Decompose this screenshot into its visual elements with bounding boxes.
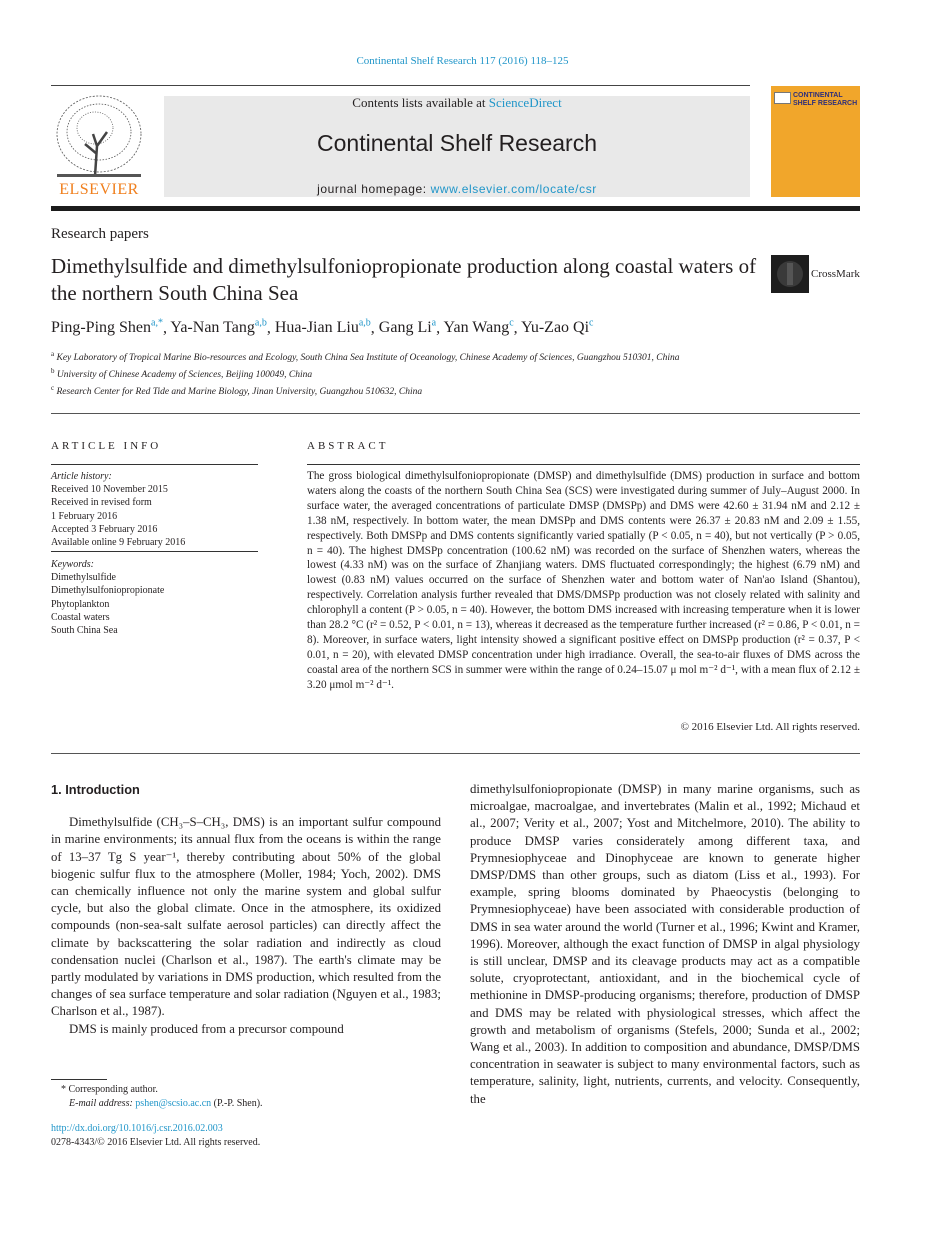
- author[interactable]: Yan Wang$^c$: [443, 318, 514, 337]
- doi-block: [51, 1122, 260, 1150]
- journal-cover[interactable]: [771, 86, 860, 197]
- header-rule: [51, 85, 750, 86]
- crossmark-icon: [771, 255, 809, 293]
- history-label: Article history:: [51, 471, 112, 482]
- header-thick-rule: [51, 206, 860, 211]
- journal-homepage: [164, 182, 750, 196]
- crossmark-badge[interactable]: [771, 255, 866, 293]
- affiliation-c: $^c$ Research Center for Red Tide and Marine Biology, Jinan University, Guangzhou 510632, China: [51, 384, 423, 398]
- author[interactable]: Ya-Nan Tang$^{a,b}$: [170, 318, 267, 337]
- cover-emblem-icon: [774, 92, 791, 104]
- history-item: 1 February 2016: [51, 510, 118, 522]
- abstract-copyright: © 2016 Elsevier Ltd. All rights reserved.: [680, 721, 860, 733]
- body-column-left: [51, 781, 441, 1038]
- keywords-label: Keywords:: [51, 559, 94, 570]
- keyword: Phytoplankton: [51, 598, 110, 610]
- abstract-text: The gross biological dimethylsulfoniopropionate (DMSP) and dimethylsulfide (DMS) production in surface and bottom waters along the coasts of the northern South China Sea (SCS) were investigated during summer of July–August 2000. In surface water, the averaged concentrations of particulate DMSP (DMSPp) and DMS were 42.60 ± 31.94 nM and 2.12 ± 1.38 nM, respectively. In bottom water, the mean DMSPp and DMS contents were 26.37 ± 20.83 nM and 2.09 ± 1.55, respectively. Both DMSPp and DMS contents significantly varied spatially (P < 0.05, n = 40), but not vertically (P > 0.05, n = 40). The highest DMSPp concentration (100.62 nM) was recorded on the surface of Shenzhen waters, whereas the lowest (4.33 nM) was on the surface of Zhanjiang waters. DMS fluctuated correspondingly; the highest (6.79 nM) and lowest (0.83 nM) values occurred on the surface of Shenzhen water and bottom water of Nan'ao Island (Shantou), respectively. Correlation analysis further revealed that DMS/DMSPp production was not closely related with salinity and chlorophyll a content (P > 0.05, n = 40). However, the bottom DMS increased with increasing temperature when it is lower than 28.2 °C (r² = 0.52, P < 0.01, n = 13), whereas it decreased as the temperature further increased (r² = 0.86, P < 0.01, n = 8). Moreover, in surface waters, light intensity showed a significant positive effect on DMSPp production (r² = 0.37, P < 0.01, n = 20), with elevated DMSP concentration under high irradiance. Overall, the sea-to-air fluxes of DMS across the coastal area of the northern SCS in summer were within the range of 0.24–15.07 μ mol m⁻² d⁻¹, with a mean flux of 2.12 ± 3.20 μmol m⁻² d⁻¹.: [307, 470, 860, 691]
- history-item: Available online 9 February 2016: [51, 537, 186, 549]
- divider: [51, 413, 860, 414]
- body-paragraph: Dimethylsulfide (CH₃–S–CH₃, DMS) is an important sulfur compound in marine environments; its annual flux from the oceans is within the range of 13–37 Tg S year⁻¹, thereby contributing about 50% of the global biogenic sulfur flux to the atmosphere (Moller, 1984; Yoch, 2002). DMS can chemically influence not only the marine system and global sulfur cycle, but also the global climate. Once in the atmosphere, its oxidized compounds (non-sea-salt sulfate aerosol particles) can directly affect the climate by backscattering the solar radiation and indirectly as cloud condensation nuclei (Charlson et al., 1987). The earth's climate may be partly modulated by variations in DMS production, which resulted from the changes of sea surface temperature and solar radiation (Nguyen et al., 1983; Charlson et al., 1987).: [51, 815, 441, 1019]
- homepage-label: journal homepage:: [317, 182, 431, 196]
- author[interactable]: Hua-Jian Liu$^{a,b}$: [274, 318, 371, 337]
- footnote: [51, 1083, 263, 1111]
- body-paragraph: DMS is mainly produced from a precursor compound: [69, 1021, 344, 1036]
- issn-line: 0278-4343/© 2016 Elsevier Ltd. All rights reserved.: [51, 1137, 261, 1148]
- sciencedirect-link[interactable]: ScienceDirect: [488, 95, 562, 110]
- affiliation-b: $^b$ University of Chinese Academy of Sciences, Beijing 100049, China: [51, 367, 313, 381]
- author-list: Ping-Ping Shen$^{a,*}$, Ya-Nan Tang$^{a,b}$, Hua-Jian Liu$^{a,b}$, Gang Li$^a$, Yan Wang$^c$, Yu-Zao Qi$^c$: [51, 318, 594, 337]
- crossmark-label: CrossMark: [811, 268, 860, 280]
- doi-link[interactable]: http://dx.doi.org/10.1016/j.csr.2016.02.003: [51, 1123, 223, 1134]
- article-title: Dimethylsulfide and dimethylsulfoniopropionate production along coastal waters of the northern South China Sea: [51, 254, 757, 305]
- affiliations: [51, 348, 771, 399]
- author[interactable]: Gang Li$^a$: [378, 318, 437, 337]
- email-suffix: (P.-P. Shen).: [211, 1098, 263, 1109]
- contents-prefix: Contents lists available at: [352, 95, 489, 110]
- body-paragraph: dimethylsulfoniopropionate (DMSP) in many marine organisms, such as microalgae, macroalgae, and invertebrates (Malin et al., 1992; Michaud et al., 2007; Verity et al., 2007; Yost and Mitchelmore, 2010). The ability to produce DMSP varies considerately among different taxa, and Prymnesiophyceae and Dinophyceae are known to generate higher DMSP/DMS than other groups, such as diatom (Liss et al., 1993). For example, spring blooms dominated by Phaeocystis (belonging to Prymnesiophyceae) have been associated with considerable production of DMS in sea water around the world (Turner et al., 1996; Kwint and Kramer, 1996). Moreover, although the exact function of DMSP in algal physiology is still unclear, DMSP and its cleavage products may act as a compatible solute, cryoprotectant, antioxidant, and in the biochemical cycle of methionine in DMSP-producing organisms; therefore, production of DMSP and DMS may be related with physiological stresses, which affect the growth and metabolism of organisms (Stefels, 2000; Sunda et al., 2002; Wang et al., 2003). In addition to composition and abundance, DMSP/DMS concentration in seawater is subject to many environmental factors, such as temperature, salinity, light, nutrients, currents, and velocity. Consequently, the: [470, 782, 860, 1106]
- history-item: Accepted 3 February 2016: [51, 523, 158, 535]
- journal-reference[interactable]: Continental Shelf Research 117 (2016) 118–125: [356, 55, 569, 67]
- contents-line: [164, 95, 750, 111]
- history-item: Received 10 November 2015: [51, 484, 168, 496]
- email-label: E-mail address:: [69, 1098, 136, 1109]
- author[interactable]: Yu-Zao Qi$^c$: [521, 318, 594, 337]
- author[interactable]: Ping-Ping Shen$^{a,*}$: [51, 318, 163, 337]
- keyword: Dimethylsulfoniopropionate: [51, 585, 165, 597]
- keyword: Coastal waters: [51, 611, 110, 623]
- publisher-name: ELSEVIER: [59, 181, 139, 198]
- journal-title: Continental Shelf Research: [317, 130, 597, 156]
- email-link[interactable]: pshen@scsio.ac.cn: [135, 1098, 212, 1109]
- homepage-link[interactable]: www.elsevier.com/locate/csr: [430, 182, 597, 196]
- article-info-heading: ARTICLE INFO: [51, 440, 162, 452]
- elsevier-logo: [51, 94, 147, 198]
- keyword: South China Sea: [51, 625, 118, 637]
- section-type: Research papers: [51, 226, 149, 242]
- keyword: Dimethylsulfide: [51, 572, 116, 584]
- elsevier-tree-icon: [51, 94, 147, 198]
- article-history: [51, 464, 258, 552]
- history-item: Received in revised form: [51, 497, 152, 509]
- body-column-right: [470, 781, 860, 1108]
- footnote-rule: [51, 1079, 107, 1080]
- section-heading: 1. Introduction: [51, 782, 140, 797]
- abstract-rule: [307, 464, 860, 465]
- cover-title: CONTINENTAL SHELF RESEARCH: [793, 92, 858, 107]
- corresponding-author: * Corresponding author.: [61, 1084, 158, 1095]
- keywords: [51, 558, 258, 637]
- divider: [51, 753, 860, 754]
- abstract-heading: ABSTRACT: [307, 440, 389, 452]
- affiliation-a: $^a$ Key Laboratory of Tropical Marine Bio-resources and Ecology, South China Sea Institute of Oceanology, Chinese Academy of Sciences, Guangzhou 510301, China: [51, 350, 680, 364]
